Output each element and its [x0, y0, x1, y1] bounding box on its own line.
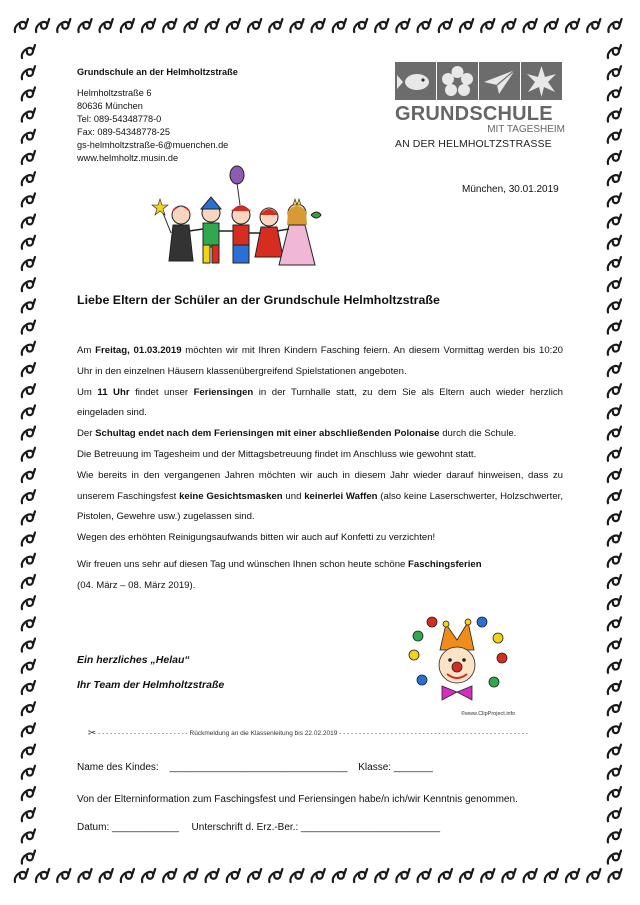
swirl-ornament — [439, 869, 452, 882]
swirl-ornament — [22, 151, 35, 164]
swirl-ornament — [418, 19, 431, 32]
swirl-ornament — [608, 469, 621, 482]
swirl-ornament — [22, 405, 35, 418]
swirl-ornament — [608, 766, 621, 779]
text-span: in der Turnhalle statt, zu dem Sie als Eltern auch wieder herzlich eingeladen sind. — [77, 386, 563, 419]
swirl-ornament — [375, 19, 388, 32]
sender-tel: Tel: 089-54348778-0 — [77, 114, 162, 124]
cut-dashes: - - - - - - - - - - - - - - - - - - - - - - - — [96, 730, 190, 738]
swirl-ornament — [22, 469, 35, 482]
swirl-ornament — [608, 278, 621, 291]
swirl-ornament — [608, 533, 621, 546]
swirl-ornament — [22, 299, 35, 312]
holiday-name: Faschingsferien — [408, 558, 482, 570]
swirl-ornament — [396, 19, 409, 32]
swirl-ornament — [121, 19, 134, 32]
swirl-ornament — [22, 511, 35, 524]
logo-title: GRUNDSCHULE — [395, 103, 553, 125]
swirl-ornament — [100, 869, 113, 882]
swirl-ornament — [22, 363, 35, 376]
swirl-ornament — [78, 869, 91, 882]
swirl-ornament — [22, 427, 35, 440]
clown-illustration — [402, 610, 512, 710]
swirl-ornament — [22, 321, 35, 334]
swirl-ornament — [227, 869, 240, 882]
swirl-ornament — [608, 151, 621, 164]
sender-street: Helmholtzstraße 6 — [77, 88, 152, 98]
swirl-ornament — [22, 45, 35, 58]
school-logo — [395, 62, 565, 151]
swirl-ornament — [502, 19, 515, 32]
text-span: und — [282, 490, 305, 502]
swirl-ornament — [608, 448, 621, 461]
swirl-ornament — [22, 702, 35, 715]
greeting-line: Ein herzliches „Helau“ — [77, 654, 190, 666]
form-child-row — [77, 762, 433, 773]
swirl-ornament — [22, 533, 35, 546]
swirl-ornament — [269, 869, 282, 882]
swirl-ornament — [163, 869, 176, 882]
logo-school-name: AN DER HELMHOLTZSTRASSE — [395, 138, 552, 150]
paragraph-feriensingen — [77, 383, 563, 425]
swirl-ornament — [608, 172, 621, 185]
signature-label: Unterschrift d. Erz.-Ber.: — [191, 822, 299, 833]
swirl-ornament — [608, 596, 621, 609]
swirl-ornament — [121, 869, 134, 882]
swirl-ornament — [608, 427, 621, 440]
border-right — [598, 0, 628, 905]
fish-icon — [395, 62, 436, 100]
text-span: Wie bereits in den vergangenen Jahren möchten wir auch in diesem Jahr wieder darauf hinweisen, dass zu unserem Faschingsfest — [77, 469, 563, 502]
swirl-ornament — [22, 660, 35, 673]
swirl-ornament — [608, 787, 621, 800]
child-name-field[interactable]: ________________________________ — [169, 762, 348, 773]
carnival-kids-illustration — [145, 165, 360, 275]
swirl-ornament — [206, 869, 219, 882]
swirl-ornament — [22, 745, 35, 758]
swirl-ornament — [22, 109, 35, 122]
swirl-ornament — [566, 19, 579, 32]
swirl-ornament — [248, 19, 261, 32]
swirl-ornament — [248, 869, 261, 882]
date-label: Datum: — [77, 822, 110, 833]
swirl-ornament — [608, 299, 621, 312]
swirl-ornament — [142, 19, 155, 32]
swirl-ornament — [142, 869, 155, 882]
swirl-ornament — [290, 19, 303, 32]
swirl-ornament — [22, 448, 35, 461]
swirl-ornament — [22, 257, 35, 270]
swirl-ornament — [608, 660, 621, 673]
swirl-ornament — [524, 869, 537, 882]
swirl-ornament — [608, 554, 621, 567]
swirl-ornament — [608, 745, 621, 758]
swirl-ornament — [396, 869, 409, 882]
text-span: möchten wir mit Ihren Kindern Fasching feiern. An diesem Vormittag werden bis 10:20 Uhr in den einzelnen Häusern klassenübergreifend Spielstationen angeboten. — [77, 345, 563, 377]
text-span: Um — [77, 386, 98, 398]
logo-tiles — [395, 62, 565, 100]
swirl-ornament — [22, 575, 35, 588]
sender-fax: Fax: 089-54348778-25 — [77, 127, 170, 137]
swirl-ornament — [608, 87, 621, 100]
swirl-ornament — [375, 869, 388, 882]
sender-address — [77, 66, 238, 165]
swirl-ornament — [163, 19, 176, 32]
swirl-ornament — [439, 19, 452, 32]
closing-greeting — [77, 648, 224, 698]
swirl-ornament — [100, 19, 113, 32]
paragraph-holidays — [77, 555, 563, 576]
swirl-ornament — [608, 702, 621, 715]
swirl-ornament — [354, 19, 367, 32]
return-deadline: Rückmeldung an die Klassenleitung bis 22.02.2019 — [189, 730, 338, 738]
swirl-ornament — [608, 363, 621, 376]
event-name: Feriensingen — [193, 386, 254, 398]
swirl-ornament — [608, 681, 621, 694]
swirl-ornament — [78, 19, 91, 32]
swirl-ornament — [608, 236, 621, 249]
swirl-ornament — [22, 66, 35, 79]
swirl-ornament — [608, 617, 621, 630]
text-span: findet unser — [129, 386, 194, 398]
event-date: Freitag, 01.03.2019 — [95, 345, 182, 356]
swirl-ornament — [608, 851, 621, 864]
swirl-ornament — [545, 19, 558, 32]
swirl-ornament — [545, 869, 558, 882]
swirl-ornament — [608, 575, 621, 588]
swirl-ornament — [312, 19, 325, 32]
child-name-label: Name des Kindes: — [77, 762, 159, 773]
swirl-ornament — [184, 19, 197, 32]
swirl-ornament — [184, 869, 197, 882]
flower-icon — [437, 62, 478, 100]
no-masks: keine Gesichtsmasken — [179, 490, 283, 502]
swirl-ornament — [460, 869, 473, 882]
swirl-ornament — [608, 490, 621, 503]
swirl-ornament — [608, 808, 621, 821]
paragraph-date-info — [77, 341, 563, 383]
scissors-icon: ✂ — [88, 728, 97, 739]
swirl-ornament — [608, 723, 621, 736]
swirl-ornament — [22, 554, 35, 567]
swirl-ornament — [608, 321, 621, 334]
swirl-ornament — [22, 617, 35, 630]
swirl-ornament — [57, 19, 70, 32]
class-field[interactable]: _______ — [393, 762, 433, 773]
swirl-ornament — [206, 19, 219, 32]
swirl-ornament — [312, 869, 325, 882]
logo-subtitle: MIT TAGESHEIM — [487, 124, 565, 135]
swirl-ornament — [22, 829, 35, 842]
border-top — [0, 12, 640, 42]
swirl-ornament — [22, 766, 35, 779]
swirl-ornament — [608, 109, 621, 122]
paragraph-care: Die Betreuung im Tagesheim und der Mittagsbetreuung findet im Anschluss wie gewohnt statt. — [77, 448, 477, 460]
date-field[interactable]: ____________ — [112, 822, 179, 833]
swirl-ornament — [22, 215, 35, 228]
swirl-ornament — [608, 384, 621, 397]
swirl-ornament — [481, 869, 494, 882]
swirl-ornament — [22, 808, 35, 821]
swirl-ornament — [502, 869, 515, 882]
sender-web: www.helmholtz.musin.de — [77, 153, 179, 163]
paragraph-confetti: Wegen des erhöhten Reinigungsaufwands bitten wir auch auf Konfetti zu verzichten! — [77, 532, 436, 544]
text-span: Wir freuen uns sehr auf diesen Tag und wünschen Ihnen schon heute schöne — [77, 558, 409, 570]
swirl-ornament — [608, 829, 621, 842]
sender-name: Grundschule an der Helmholtzstraße — [77, 67, 238, 77]
swirl-ornament — [608, 405, 621, 418]
acknowledgement: Von der Elterninformation zum Faschingsfest und Feriensingen habe/n ich/wir Kenntnis genommen. — [77, 794, 518, 805]
swirl-ornament — [460, 19, 473, 32]
border-left — [12, 0, 42, 905]
swirl-ornament — [608, 66, 621, 79]
cut-line — [88, 728, 558, 739]
swirl-ornament — [22, 87, 35, 100]
class-label: Klasse: — [358, 762, 392, 773]
swirl-ornament — [22, 490, 35, 503]
text-span: Der — [77, 428, 96, 440]
swirl-ornament — [22, 723, 35, 736]
swirl-ornament — [608, 511, 621, 524]
swirl-ornament — [22, 193, 35, 206]
no-weapons: keinerlei Waffen — [304, 490, 378, 502]
swirl-ornament — [524, 19, 537, 32]
swirl-ornament — [418, 869, 431, 882]
swirl-ornament — [608, 193, 621, 206]
border-bottom — [0, 862, 640, 892]
letter-date: München, 30.01.2019 — [462, 184, 559, 195]
signature-field[interactable]: _________________________ — [301, 822, 441, 833]
swirl-ornament — [481, 19, 494, 32]
swirl-ornament — [269, 19, 282, 32]
signature-line: Ihr Team der Helmholtzstraße — [77, 679, 225, 691]
swirl-ornament — [290, 869, 303, 882]
swirl-ornament — [22, 278, 35, 291]
swirl-ornament — [22, 851, 35, 864]
swirl-ornament — [22, 342, 35, 355]
swirl-ornament — [22, 787, 35, 800]
sender-city: 80636 München — [77, 101, 143, 111]
text-span: (also keine Laserschwerter, Holzschwerter, Pistolen, Gewehre usw.) zugelassen sind. — [77, 490, 563, 523]
swirl-ornament — [608, 130, 621, 143]
paragraph-polonaise — [77, 424, 563, 445]
swirl-ornament — [608, 215, 621, 228]
paragraph-masks-weapons — [77, 466, 563, 528]
letter-body — [77, 341, 563, 597]
letter-heading: Liebe Eltern der Schüler an der Grundschule Helmholtzstraße — [77, 293, 440, 307]
swirl-ornament — [608, 45, 621, 58]
school-end-info: Schultag endet nach dem Feriensingen mit einer abschließenden Polonaise — [95, 428, 440, 440]
sender-email: gs-helmholtzstraße-6@muenchen.de — [77, 140, 229, 150]
text-span: durch die Schule. — [439, 428, 517, 440]
swirl-ornament — [333, 869, 346, 882]
swirl-ornament — [608, 639, 621, 652]
swirl-ornament — [22, 384, 35, 397]
swirl-ornament — [608, 257, 621, 270]
swirl-ornament — [354, 869, 367, 882]
swirl-ornament — [227, 19, 240, 32]
swirl-ornament — [333, 19, 346, 32]
swirl-ornament — [22, 172, 35, 185]
swirl-ornament — [57, 869, 70, 882]
swirl-ornament — [22, 639, 35, 652]
swirl-ornament — [22, 236, 35, 249]
swirl-ornament — [22, 596, 35, 609]
swirl-ornament — [22, 130, 35, 143]
paper-plane-icon — [479, 62, 520, 100]
swirl-ornament — [608, 342, 621, 355]
star-icon — [521, 62, 562, 100]
swirl-ornament — [566, 869, 579, 882]
swirl-ornament — [22, 681, 35, 694]
paragraph-holiday-dates: (04. März – 08. März 2019). — [77, 579, 196, 591]
text-span: Am — [77, 345, 96, 356]
event-time: 11 Uhr — [97, 386, 130, 398]
cut-dashes: - - - - - - - - - - - - - - - - - - - - - - - - - - - - - - - - - - - - - - - - - - - - - - - - — [337, 730, 528, 738]
form-sign-row — [77, 822, 440, 833]
clipart-credit: ©www.ClipProject.info — [461, 711, 516, 717]
